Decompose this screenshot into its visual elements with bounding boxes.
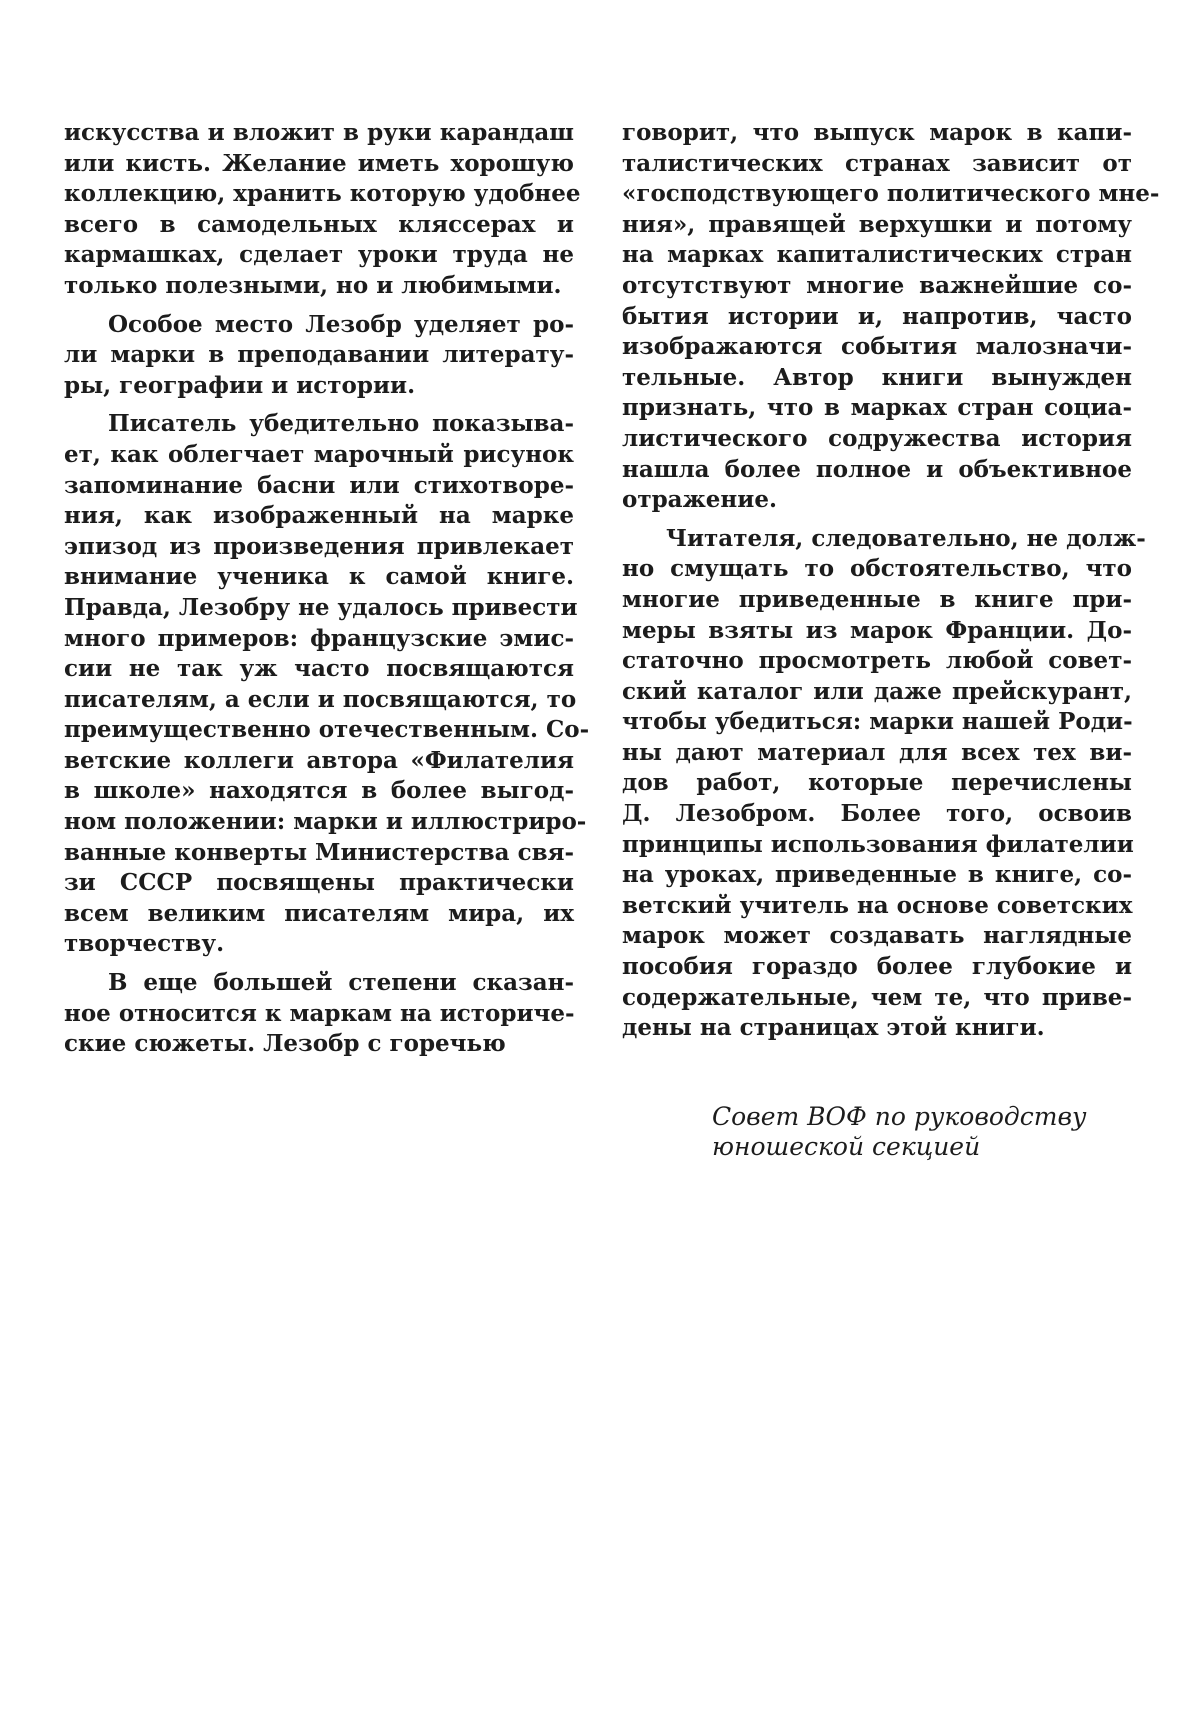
text-line: дов работ, которые перечислены <box>622 768 1132 799</box>
text-line: ские сюжеты. Лезобр с горечью <box>64 1029 574 1060</box>
text-line: ния, как изображенный на марке <box>64 501 574 532</box>
paragraph <box>64 968 574 1060</box>
text-line: ванные конверты Министерства свя- <box>64 838 574 869</box>
right-column <box>622 118 1132 1052</box>
text-line: ры, географии и истории. <box>64 371 574 402</box>
text-line: всего в самодельных кляссерах и <box>64 210 574 241</box>
text-line: многие приведенные в книге при- <box>622 585 1132 616</box>
text-line: марок может создавать наглядные <box>622 921 1132 952</box>
text-line: на марках капиталистических стран <box>622 240 1132 271</box>
text-line: нашла более полное и объективное <box>622 455 1132 486</box>
text-line: пособия гораздо более глубокие и <box>622 952 1132 983</box>
paragraph <box>64 310 574 402</box>
text-line: талистических странах зависит от <box>622 149 1132 180</box>
text-line: меры взяты из марок Франции. До- <box>622 616 1132 647</box>
text-line: Д. Лезобром. Более того, освоив <box>622 799 1132 830</box>
text-line: отражение. <box>622 485 1132 516</box>
text-line: ния», правящей верхушки и потому <box>622 210 1132 241</box>
signature-block <box>712 1102 1087 1162</box>
text-line: искусства и вложит в руки карандаш <box>64 118 574 149</box>
paragraph <box>622 524 1132 1044</box>
text-line: коллекцию, хранить которую удобнее <box>64 179 574 210</box>
text-line: говорит, что выпуск марок в капи- <box>622 118 1132 149</box>
signature-line-1: Совет ВОФ по руководству <box>712 1102 1087 1132</box>
text-line: сии не так уж часто посвящаются <box>64 654 574 685</box>
text-line: Писатель убедительно показыва- <box>64 409 574 440</box>
text-line: изображаются события малозначи- <box>622 332 1132 363</box>
text-line: только полезными, но и любимыми. <box>64 271 574 302</box>
text-line: внимание ученика к самой книге. <box>64 562 574 593</box>
text-line: ет, как облегчает марочный рисунок <box>64 440 574 471</box>
text-line: преимущественно отечественным. Со- <box>64 715 574 746</box>
text-line: писателям, а если и посвящаются, то <box>64 685 574 716</box>
text-line: В еще большей степени сказан- <box>64 968 574 999</box>
text-line: отсутствуют многие важнейшие со- <box>622 271 1132 302</box>
text-line: чтобы убедиться: марки нашей Роди- <box>622 707 1132 738</box>
text-line: на уроках, приведенные в книге, со- <box>622 860 1132 891</box>
text-line: ли марки в преподавании литерату- <box>64 340 574 371</box>
text-line: ский каталог или даже прейскурант, <box>622 677 1132 708</box>
text-line: статочно просмотреть любой совет- <box>622 646 1132 677</box>
text-line: запоминание басни или стихотворе- <box>64 471 574 502</box>
text-line: дены на страницах этой книги. <box>622 1013 1132 1044</box>
paragraph <box>622 118 1132 516</box>
text-line: ном положении: марки и иллюстриро- <box>64 807 574 838</box>
left-column <box>64 118 574 1068</box>
text-line: Правда, Лезобру не удалось привести <box>64 593 574 624</box>
text-line: Особое место Лезобр уделяет ро- <box>64 310 574 341</box>
paragraph <box>64 118 574 302</box>
text-line: ветские коллеги автора «Филателия <box>64 746 574 777</box>
text-line: «господствующего политического мне- <box>622 179 1132 210</box>
document-page <box>0 0 1200 1720</box>
paragraph <box>64 409 574 960</box>
text-line: ветский учитель на основе советских <box>622 891 1132 922</box>
text-line: бытия истории и, напротив, часто <box>622 302 1132 333</box>
text-line: принципы использования филателии <box>622 830 1132 861</box>
text-line: много примеров: французские эмис- <box>64 624 574 655</box>
text-line: кармашках, сделает уроки труда не <box>64 240 574 271</box>
text-line: но смущать то обстоятельство, что <box>622 554 1132 585</box>
text-line: или кисть. Желание иметь хорошую <box>64 149 574 180</box>
text-line: творчеству. <box>64 929 574 960</box>
text-line: ное относится к маркам на историче- <box>64 999 574 1030</box>
text-line: содержательные, чем те, что приве- <box>622 983 1132 1014</box>
signature-line-2: юношеской секцией <box>712 1132 1087 1162</box>
text-line: эпизод из произведения привлекает <box>64 532 574 563</box>
text-line: зи СССР посвящены практически <box>64 868 574 899</box>
text-line: листического содружества история <box>622 424 1132 455</box>
text-line: признать, что в марках стран социа- <box>622 393 1132 424</box>
text-line: Читателя, следовательно, не долж- <box>622 524 1132 555</box>
text-line: в школе» находятся в более выгод- <box>64 776 574 807</box>
text-line: ны дают материал для всех тех ви- <box>622 738 1132 769</box>
text-line: всем великим писателям мира, их <box>64 899 574 930</box>
text-line: тельные. Автор книги вынужден <box>622 363 1132 394</box>
